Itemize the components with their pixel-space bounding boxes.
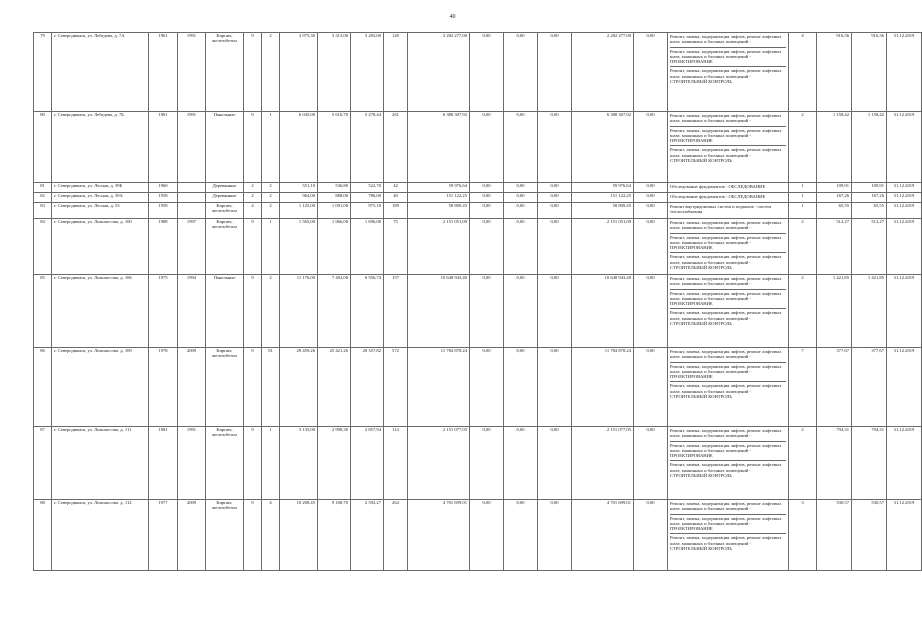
wall-material: Кирпич, железобетон [206,33,244,112]
work-type: Ремонт, замена, модернизация лифтов, ремонт лифтовых шахт, машинных и блочных помещений - СТРОИТЕЛЬНЫЙ КОНТРОЛЬ [670,462,782,479]
max-unit-cost: 377,67 [852,348,887,427]
deadline-date: 31.12.2019 [887,275,922,348]
total-area: 29 459,26 [280,348,318,427]
floors: 2 [244,183,262,193]
work-type: Ремонт, замена, модернизация лифтов, ремонт лифтовых шахт, машинных и блочных помещений - СТРОИТЕЛЬНЫЙ КОНТРОЛЬ [670,310,782,327]
work-types-cell [668,427,789,500]
repair-register-table [33,32,922,571]
address: г. Северодвинск, ул. Ломоносова, д. 109 [52,348,149,427]
work-count: 2 [789,275,817,348]
build-year: 1981 [149,427,178,500]
unit-cost: 65,55 [817,203,852,219]
total-cost: 58 809,45 [408,203,470,219]
residential-area: 3 283,00 [351,33,384,112]
row-number: 83 [34,203,52,219]
max-unit-cost: 530,57 [852,500,887,571]
work-type: Ремонт, замена, модернизация лифтов, ремонт лифтовых шахт, машинных и блочных помещений - ПРОЕКТИРОВАНИЕ [670,290,786,310]
fund-source-1: 0,00 [470,275,504,348]
unit-cost: 1 421,85 [817,275,852,348]
deadline-date: 31.12.2019 [887,427,922,500]
owner-funds: 58 809,45 [572,203,634,219]
work-types-cell [668,275,789,348]
deadline-date: 31.12.2019 [887,203,922,219]
fund-source-3: 0,00 [538,33,572,112]
residents: 157 [384,275,408,348]
other-funds: 0,00 [634,348,668,427]
work-type: Ремонт, замена, модернизация лифтов, ремонт лифтовых шахт, машинных и блочных помещений - [670,275,786,290]
living-area: 1 966,00 [318,219,351,275]
deadline-date: 31.12.2019 [887,193,922,203]
fund-source-3: 0,00 [538,427,572,500]
total-cost: 6 388 307,92 [408,112,470,183]
build-year: 1977 [149,500,178,571]
page-number: 40 [449,14,456,20]
build-year: 1988 [149,219,178,275]
row-number: 81 [34,183,52,193]
wall-material: Кирпич, железобетон [206,203,244,219]
residents: 261 [384,112,408,183]
total-area: 551,10 [280,183,318,193]
build-year: 1958 [149,203,178,219]
floors: 9 [244,500,262,571]
fund-source-1: 0,00 [470,203,504,219]
max-unit-cost: 512,27 [852,219,887,275]
table-row [34,427,922,500]
repair-year: 1997 [178,219,206,275]
work-type: Ремонт, замена, модернизация лифтов, ремонт лифтовых шахт, машинных и блочных помещений - ПРОЕКТИРОВАНИЕ [670,127,786,147]
row-number: 88 [34,500,52,571]
floors: 9 [244,348,262,427]
floors: 9 [244,275,262,348]
floors: 9 [244,112,262,183]
wall-material: Деревянные [206,193,244,203]
fund-source-2: 0,00 [504,275,538,348]
table-row [34,203,922,219]
other-funds: 0,00 [634,33,668,112]
owner-funds: 59 976,64 [572,183,634,193]
work-type: Ремонт, замена, модернизация лифтов, ремонт лифтовых шахт, машинных и блочных помещений - [670,33,786,48]
table-row [34,219,922,275]
fund-source-2: 0,00 [504,500,538,571]
unit-cost: 512,27 [817,219,852,275]
floors: 9 [244,427,262,500]
total-cost: 2 151 077,05 [408,427,470,500]
residential-area: 5 278,44 [351,112,384,183]
fund-source-1: 0,00 [470,33,504,112]
work-type: Ремонт, замена, модернизация лифтов, ремонт лифтовых шахт, машинных и блочных помещений - СТРОИТЕЛЬНЫЙ КОНТРОЛЬ [670,254,782,271]
total-area: 3 135,00 [280,427,318,500]
unit-cost: 109,91 [817,183,852,193]
living-area: 7 492,00 [318,275,351,348]
work-types-cell [668,112,789,183]
other-funds: 0,00 [634,203,668,219]
living-area: 9 168,70 [318,500,351,571]
work-type: Обследование фундаментов - ОБСЛЕДОВАНИЕ [670,184,766,189]
work-count: 1 [789,203,817,219]
total-cost: 2 282 277,00 [408,33,470,112]
living-area: 1 091,00 [318,203,351,219]
work-types-cell [668,183,789,193]
wall-material: Кирпич, железобетон [206,348,244,427]
total-area: 10 208,45 [280,500,318,571]
max-unit-cost: 167,26 [852,193,887,203]
owner-funds: 2 282 277,00 [572,33,634,112]
repair-year [178,183,206,193]
owner-funds: 151 122,25 [572,193,634,203]
work-count: 7 [789,348,817,427]
fund-source-2: 0,00 [504,112,538,183]
row-number: 84 [34,219,52,275]
living-area: 2 998,30 [318,427,351,500]
table-row [34,193,922,203]
unit-cost: 530,57 [817,500,852,571]
work-type: Обследование фундаментов - ОБСЛЕДОВАНИЕ [670,194,766,199]
other-funds: 0,00 [634,112,668,183]
fund-source-2: 0,00 [504,33,538,112]
deadline-date: 31.12.2019 [887,33,922,112]
build-year: 1958 [149,193,178,203]
wall-material: Деревянные [206,183,244,193]
work-count: 3 [789,500,817,571]
fund-source-3: 0,00 [538,348,572,427]
deadline-date: 31.12.2019 [887,112,922,183]
living-area: 3 313,00 [318,33,351,112]
work-type: Ремонт, замена, модернизация лифтов, ремонт лифтовых шахт, машинных и блочных помещений - ПРОЕКТИРОВАНИЕ [670,363,786,383]
fund-source-3: 0,00 [538,183,572,193]
entrances: 1 [262,112,280,183]
entrances: 4 [262,500,280,571]
residential-area: 975,10 [351,203,384,219]
repair-year: 1991 [178,33,206,112]
total-cost: 59 976,64 [408,183,470,193]
entrances: 81 [262,348,280,427]
wall-material: Панельные [206,275,244,348]
work-type: Ремонт, замена, модернизация лифтов, ремонт лифтовых шахт, машинных и блочных помещений - [670,348,786,363]
address: г. Северодвинск, ул. Лесная, д. 53 [52,203,149,219]
row-number: 87 [34,427,52,500]
residents: 40 [384,193,408,203]
residents: 42 [384,183,408,193]
residential-area: 2 592,27 [351,500,384,571]
unit-cost: 916,36 [817,33,852,112]
work-types-cell [668,33,789,112]
fund-source-2: 0,00 [504,427,538,500]
work-count: 2 [789,219,817,275]
work-type: Ремонт, замена, модернизация лифтов, ремонт лифтовых шахт, машинных и блочных помещений - [670,427,786,442]
max-unit-cost: 1 421,85 [852,275,887,348]
total-area: 11 176,00 [280,275,318,348]
fund-source-3: 0,00 [538,219,572,275]
unit-cost: 794,31 [817,427,852,500]
total-area: 6 045,00 [280,112,318,183]
fund-source-1: 0,00 [470,500,504,571]
table-row [34,33,922,112]
work-types-cell [668,203,789,219]
work-type: Ремонт, замена, модернизация лифтов, ремонт лифтовых шахт, машинных и блочных помещений - СТРОИТЕЛЬНЫЙ КОНТРОЛЬ [670,147,782,164]
repair-year: 1994 [178,275,206,348]
work-type: Ремонт, замена, модернизация лифтов, ремонт лифтовых шахт, машинных и блочных помещений - СТРОИТЕЛЬНЫЙ КОНТРОЛЬ [670,383,782,400]
owner-funds: 4 701 699,01 [572,500,634,571]
address: г. Северодвинск, ул. Ломоносова, д. 100 [52,219,149,275]
deadline-date: 31.12.2019 [887,183,922,193]
fund-source-1: 0,00 [470,193,504,203]
deadline-date: 31.12.2019 [887,500,922,571]
row-number: 85 [34,275,52,348]
address: г. Северодвинск, ул. Ломоносова, д. 106 [52,275,149,348]
work-count: 2 [789,112,817,183]
entrances: 2 [262,203,280,219]
fund-source-2: 0,00 [504,219,538,275]
work-type: Ремонт, замена, модернизация лифтов, ремонт лифтовых шахт, машинных и блочных помещений - [670,219,786,234]
work-count: 2 [789,427,817,500]
floors: 2 [244,193,262,203]
repair-year: 2009 [178,500,206,571]
max-unit-cost: 916,36 [852,33,887,112]
table-row [34,112,922,183]
total-area: 3 975,30 [280,33,318,112]
living-area: 888,00 [318,193,351,203]
fund-source-1: 0,00 [470,112,504,183]
residents: 75 [384,219,408,275]
total-cost: 11 784 878,24 [408,348,470,427]
build-year: 1975 [149,275,178,348]
other-funds: 0,00 [634,275,668,348]
wall-material: Кирпич, железобетон [206,427,244,500]
build-year: 1961 [149,112,178,183]
row-number: 86 [34,348,52,427]
repair-year [178,203,206,219]
work-type: Ремонт, замена, модернизация лифтов, ремонт лифтовых шахт, машинных и блочных помещений - ПРОЕКТИРОВАНИЕ [670,234,786,254]
entrances: 1 [262,427,280,500]
max-unit-cost: 794,31 [852,427,887,500]
residential-area: 2 857,94 [351,427,384,500]
repair-year [178,193,206,203]
total-area: 1 565,00 [280,219,318,275]
work-count: 4 [789,33,817,112]
residential-area: 6 556,74 [351,275,384,348]
residential-area: 786,00 [351,193,384,203]
fund-source-2: 0,00 [504,203,538,219]
unit-cost: 1 158,42 [817,112,852,183]
other-funds: 0,00 [634,219,668,275]
fund-source-2: 0,00 [504,183,538,193]
residential-area: 20 357,82 [351,348,384,427]
work-type: Ремонт, замена, модернизация лифтов, ремонт лифтовых шахт, машинных и блочных помещений - ПРОЕКТИРОВАНИЕ [670,442,786,462]
row-number: 82 [34,193,52,203]
owner-funds: 6 388 307,92 [572,112,634,183]
build-year: 1961 [149,33,178,112]
work-types-cell [668,500,789,571]
fund-source-1: 0,00 [470,348,504,427]
address: г. Северодвинск, ул. Лебедева, д. 7Б [52,112,149,183]
address: г. Северодвинск, ул. Ломоносова, д. 112 [52,500,149,571]
total-cost: 2 151 051,09 [408,219,470,275]
fund-source-1: 0,00 [470,427,504,500]
residents: 572 [384,348,408,427]
work-types-cell [668,193,789,203]
other-funds: 0,00 [634,183,668,193]
table-row [34,275,922,348]
fund-source-3: 0,00 [538,193,572,203]
address: г. Северодвинск, ул. Лебедева, д. 7А [52,33,149,112]
fund-source-1: 0,00 [470,183,504,193]
repair-year: 2009 [178,348,206,427]
max-unit-cost: 65,55 [852,203,887,219]
repair-year: 1991 [178,427,206,500]
work-types-cell [668,348,789,427]
work-type: Ремонт, замена, модернизация лифтов, ремонт лифтовых шахт, машинных и блочных помещений - ПРОЕКТИРОВАНИЕ [670,515,786,535]
fund-source-2: 0,00 [504,193,538,203]
wall-material: Кирпич, железобетон [206,500,244,571]
total-cost: 151 122,25 [408,193,470,203]
table-row [34,183,922,193]
residential-area: 522,70 [351,183,384,193]
work-types-cell [668,219,789,275]
address: г. Северодвинск, ул. Ломоносова, д. 111 [52,427,149,500]
unit-cost: 377,67 [817,348,852,427]
entrances: 2 [262,275,280,348]
floors: 9 [244,219,262,275]
work-count: 1 [789,183,817,193]
work-type: Ремонт, замена, модернизация лифтов, ремонт лифтовых шахт, машинных и блочных помещений - [670,112,786,127]
other-funds: 0,00 [634,500,668,571]
owner-funds: 11 784 878,24 [572,348,634,427]
floors: 4 [244,203,262,219]
fund-source-3: 0,00 [538,275,572,348]
build-year: 1978 [149,348,178,427]
residents: 120 [384,33,408,112]
deadline-date: 31.12.2019 [887,348,922,427]
row-number: 80 [34,112,52,183]
work-type: Ремонт, замена, модернизация лифтов, ремонт лифтовых шахт, машинных и блочных помещений - [670,500,786,515]
entrances: 1 [262,219,280,275]
total-cost: 10 648 943,40 [408,275,470,348]
wall-material: Кирпич, железобетон [206,219,244,275]
residents: 189 [384,203,408,219]
owner-funds: 10 648 943,40 [572,275,634,348]
total-area: 1 125,00 [280,203,318,219]
max-unit-cost: 109,91 [852,183,887,193]
build-year: 1960 [149,183,178,193]
wall-material: Панельные [206,112,244,183]
unit-cost: 167,26 [817,193,852,203]
fund-source-2: 0,00 [504,348,538,427]
row-number: 79 [34,33,52,112]
entrances: 2 [262,193,280,203]
table-row [34,500,922,571]
other-funds: 0,00 [634,427,668,500]
fund-source-3: 0,00 [538,203,572,219]
max-unit-cost: 1 158,42 [852,112,887,183]
work-count: 1 [789,193,817,203]
deadline-date: 31.12.2019 [887,219,922,275]
repair-year: 1991 [178,112,206,183]
fund-source-3: 0,00 [538,112,572,183]
address: г. Северодвинск, ул. Лесная, д. 39А [52,193,149,203]
living-area: 25 421,26 [318,348,351,427]
work-type: Ремонт, замена, модернизация лифтов, ремонт лифтовых шахт, машинных и блочных помещений - СТРОИТЕЛЬНЫЙ КОНТРОЛЬ [670,535,782,552]
fund-source-3: 0,00 [538,500,572,571]
table-row [34,348,922,427]
work-type: Ремонт, замена, модернизация лифтов, ремонт лифтовых шахт, машинных и блочных помещений - ПРОЕКТИРОВАНИЕ [670,48,786,68]
address: г. Северодвинск, ул. Лесная, д. 39Б [52,183,149,193]
owner-funds: 2 151 051,09 [572,219,634,275]
work-type: Ремонт внутридомовых систем и подвалов - систем теплоснабжения [670,204,772,215]
entrances: 2 [262,183,280,193]
entrances: 2 [262,33,280,112]
living-area: 5 616,70 [318,112,351,183]
total-cost: 4 701 699,01 [408,500,470,571]
living-area: 536,80 [318,183,351,193]
residential-area: 1 696,00 [351,219,384,275]
residents: 114 [384,427,408,500]
work-type: Ремонт, замена, модернизация лифтов, ремонт лифтовых шахт, машинных и блочных помещений - СТРОИТЕЛЬНЫЙ КОНТРОЛЬ [670,68,782,85]
residents: 264 [384,500,408,571]
total-area: 964,00 [280,193,318,203]
other-funds: 0,00 [634,193,668,203]
fund-source-1: 0,00 [470,219,504,275]
owner-funds: 2 151 077,05 [572,427,634,500]
floors: 9 [244,33,262,112]
